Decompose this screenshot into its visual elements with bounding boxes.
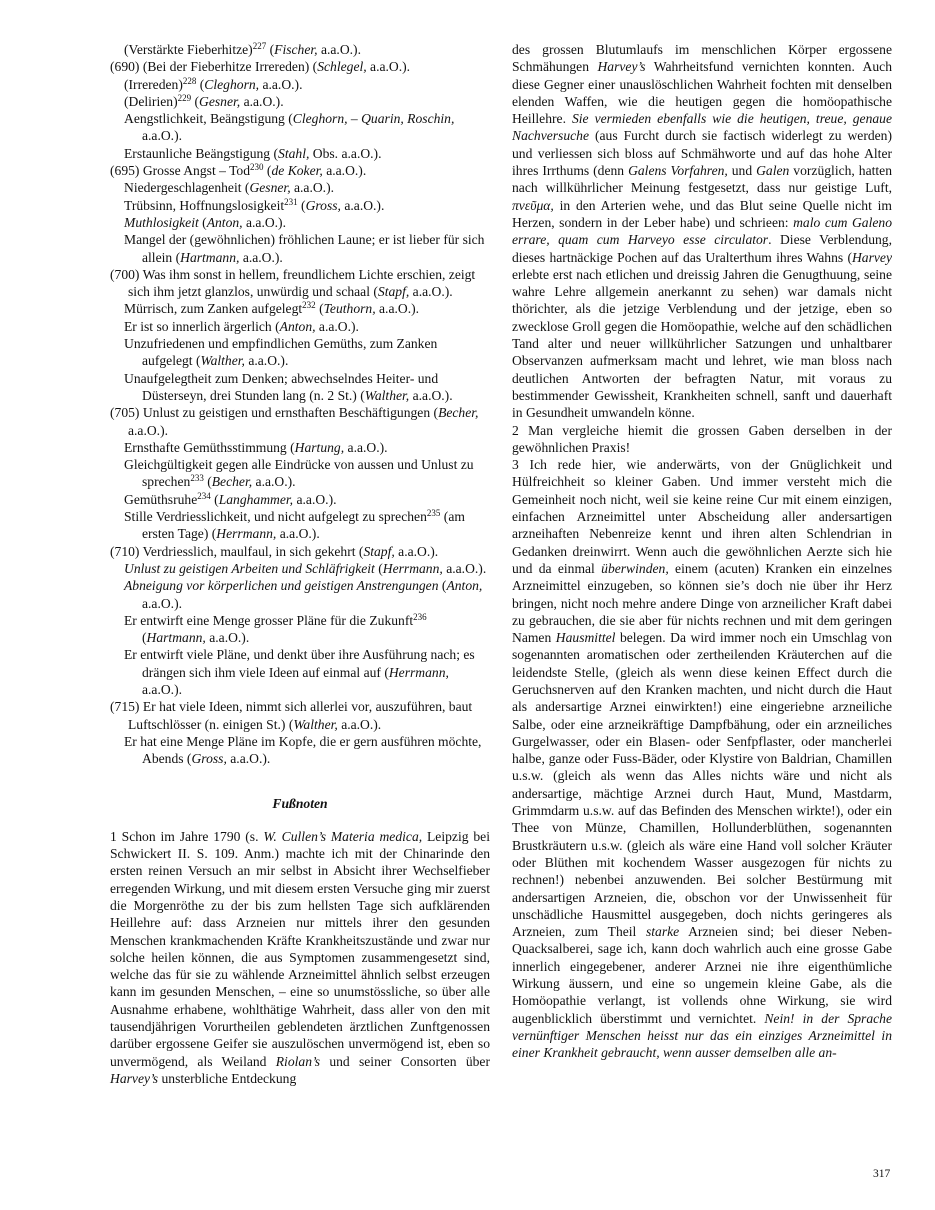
symptom-entry: (Irrereden)$^{228}$ (Cleghorn, a.a.O.). [124,75,303,92]
numbered-symptom-entry: (695) Grosse Angst – Tod$^{230}$ (de Koker, a.a.O.). [110,162,367,179]
symptom-entry: Unaufgelegtheit zum Denken; abwechselndes Heiter- und Düsterseyn, drei Stunden lang (n. 2 St.) (Walther, a.a.O.). [124,370,453,403]
numbered-symptom-entry: (700) Was ihm sonst in hellem, freundlichem Lichte erschien, zeigt sich ihm jetzt glanzlos, unwürdig und schaal (Stapf, a.a.O.). [110,266,476,300]
numbered-symptom-entry: (705) Unlust zu geistigen und ernsthaften Beschäftigungen (Becher, a.a.O.). [110,405,479,438]
left-column [110,41,490,1087]
footnotes-heading: Fußnoten [272,796,328,812]
symptom-entry: Unzufriedenen und empfindlichen Gemüths, zum Zanken aufgelegt (Walther, a.a.O.). [124,336,438,369]
numbered-symptom-entry: (715) Er hat viele Ideen, nimmt sich allerlei vor, auszuführen, baut Luftschlösser (n. einigen St.) (Walther, a.a.O.). [110,699,473,732]
footnote-1: 1 Schon im Jahre 1790 (s. W. Cullen’s Materia medica, Leipzig bei Schwickert II. S. 109. Anm.) machte ich mit der Chinarinde den ersten reinen Versuch an mir selbst in Absicht ihrer Wechselfieber erregenden Wirkung, und mit diesem ersten Versuche ging mir zuerst die Morgenröthe zu der bis zum hellsten Tage sich aufklärenden Heillehre auf: dass Arzneien nur mittels ihrer den gesunden Menschen krankmachenden Kräfte Krankheitszustände und zwar nur solche heilen können, die aus Symptomen zusammengesetzt sind, welche das für sie zu wählende Arzneimittel ähnlich selbst erzeugen kann im gesunden Menschen, – eine so unumstössliche, so über alle Ausnahme erhabene, wohlthätige Wahrheit, dass aller von den mit tausendjährigen Vorurtheilen geblendeten ärztlichen Zunftgenossen darüber ergossene Geifer sie auszulöschen unvermögend ist, eben so unvermögend, als Weiland Riolan’s und seiner Consorten über Harvey’s unsterbliche Entdeckung [110,828,490,1086]
symptom-entry: Niedergeschlagenheit (Gesner, a.a.O.). [124,180,334,196]
symptom-entry: Er entwirft viele Pläne, und denkt über ihre Ausführung nach; es drängen sich ihm viele Ideen auf einmal auf (Herrmann, a.a.O.). [124,647,475,697]
symptom-entry: Gleichgültigkeit gegen alle Eindrücke von aussen und Unlust zu sprechen$^{233}$ (Becher, a.a.O.). [124,457,474,490]
symptom-entry: Trübsinn, Hoffnungslosigkeit$^{231}$ (Gross, a.a.O.). [124,196,385,213]
symptom-entry: Er entwirft eine Menge grosser Pläne für die Zukunft$^{236}$ (Hartmann, a.a.O.). [124,611,427,646]
symptom-entry: Unlust zu geistigen Arbeiten und Schläfrigkeit (Herrmann, a.a.O.). [124,560,487,576]
symptom-entry: Mangel der (gewöhnlichen) fröhlichen Laune; er ist lieber für sich allein (Hartmann, a.a.O.). [124,232,485,265]
symptom-entry: Abneigung vor körperlichen und geistigen Anstrengungen (Anton, a.a.O.). [124,578,483,611]
symptom-entry: Aengstlichkeit, Beängstigung (Cleghorn, – Quarin, Roschin, a.a.O.). [124,111,455,144]
symptom-entry: Ernsthafte Gemüthsstimmung (Hartung, a.a.O.). [124,439,388,455]
footnote-continuation [512,41,892,1062]
symptom-entry: (Delirien)$^{229}$ (Gesner, a.a.O.). [124,92,284,109]
symptom-entry: (Verstärkte Fieberhitze)$^{227}$ (Fischer, a.a.O.). [124,41,361,57]
footnote-1-continuation: des grossen Blutumlaufs im menschlichen Körper ergossene Schmähungen Harvey’s Wahrheitsfund vernichten konnten. Auch diese Gegner einer unauslöschlichen Wahrheit fochten mit denselben elenden Waffen, wie die heutigen gegen die homöopathische Heillehre. Sie vermieden ebenfalls wie die heutigen, treue, genaue Nachversuche (aus Furcht durch sie factisch widerlegt zu werden) und verliessen sich bloss auf Schmähworte und auf das hohe Alter ihres Irrthums (denn Galens Vorfahren, und Galen vorzüglich, hatten nach willkührlicher Meinung festgesetzt, dass nur geistige Luft, πνεῦμα, in den Arterien wehe, und das Blut seine Quelle nicht im Herzen, sondern in der Leber habe) und schrieen: malo cum Galeno errare, quam cum Harveyo esse circulator. Diese Verblendung, dieses hartnäckige Pochen auf das Uralterthum ihres Wahns (Harvey erlebte erst nach etlichen und dreissig Jahren die Genugthuung, seine wahre Lehre allgemein anerkannt zu sehen) war damals nicht thörichter, als die jetzige Verblendung und der jetzige, eben so zwecklose Groll gegen die Homöopathie, welche auf den schädlichen Tand alter und neuer willkührlicher Satzungen und unhaltbarer Observanzen aufmerksam macht und lehret, wie man bloss nach deutlichen Antworten der befragten Natur, mit voraus zu bestimmender Gewissheit, Krankheiten schnell, sanft und dauerhaft in Gesundheit umwandeln könne. [512,42,893,421]
symptom-list [110,41,490,767]
symptom-entry: Er ist so innerlich ärgerlich (Anton, a.a.O.). [124,318,359,334]
symptom-entry: Mürrisch, zum Zanken aufgelegt$^{232}$ (Teuthorn, a.a.O.). [124,300,420,317]
right-column [512,41,892,1062]
numbered-symptom-entry: (690) (Bei der Fieberhitze Irrereden) (Schlegel, a.a.O.). [110,59,411,75]
numbered-symptom-entry: (710) Verdriesslich, maulfaul, in sich gekehrt (Stapf, a.a.O.). [110,543,439,559]
footnote-3: 3 Ich rede hier, wie anderwärts, von der Gnüglichkeit und Hülfreichheit so kleiner Gaben. Und immer versteht mich die Gemeinheit noch nicht, weil sie keine reine Cur mit einem einzigen, einfachen Arzneimittel unter Abscheidung aller andersartigen arzneihaften Nebenreize kennt und ihren alten Schlendrian in Gedanken dreinwirrt. Wenn auch die gewöhnlichen Aerzte sich hie und da einmal überwinden, einem (acuten) Kranken ein einzelnes Arzneimittel einzugeben, so können sie’s doch nie über ihr Herz bringen, nicht noch mehre andere Dinge von arzneilicher Kraft dabei zu gebrauchen, die sie aber für nichts rechnen und mit dem geringen Namen Hausmittel belegen. Da wird immer noch ein Umschlag von sogenannten aromatischen oder zertheilenden Kräuterchen auf die leidendste Stelle, (gleich als wenn diese keinen Effect durch die Geruchsnerven auf den Kranken machten, und nicht durch die Haut als andersartige Arznei einwirkten!) eine eingeriebne arzneiliche Salbe, oder eine arzneikräftige Dampfbähung, oder ein arzneiliches Gurgelwasser, oder ein Blasen- oder Senfpflaster, oder mancherlei halbe, ganze oder Fuss-Bäder, oder Klystire von Baldrian, Chamillen u.s.w. (gleich als wenn das Alles nichts wäre und nicht als andersartige, mächtige Arznei durch Haut, Mund, Mastdarm, Grimmdarm u.s.w. auf das Befinden des Menschen wirkte!), oder ein Thee von Münze, Chamillen, Hollunderblüthen, sogenannten Brustkräutern u.s.w. (gleich als wäre eine Hand voll solcher Kräuter oder Blüthen mit kochendem Wasser ausgezogen für nichts zu rechnen!) nebenbei anzuwenden. Bei solcher Bestürmung mit andersartigen Arzneien, die, obschon vor der Unwissenheit für unschädliche Hausmittel ausgegeben, doch nichts geringeres als Arzneien, zum Theil starke Arzneien sind; bei dieser Neben-Quacksalberei, sage ich, kann doch wahrlich auch eine grosse Gabe innerlich eingegebener, anderer Arznei nie ihre eigenthümliche Wirkung äussern, und eine so ungemein kleine Gabe, als die Homöopathie verlangt, ist vollends ohne Wirkung, sie wird augenblicklich überstimmt und vernichtet. Nein! in der Sprache vernünftiger Menschen heisst nur das ein einziges Arzneimittel in einer Krankheit gebraucht, wenn ausser demselben alle an- [512,457,893,1061]
symptom-entry: Muthlosigkeit (Anton, a.a.O.). [124,214,286,230]
symptom-entry: Gemüthsruhe$^{234}$ (Langhammer, a.a.O.). [124,490,337,507]
symptom-entry: Stille Verdriesslichkeit, und nicht aufgelegt zu sprechen$^{235}$ (am ersten Tage) (Herrmann, a.a.O.). [124,508,465,542]
symptom-entry: Er hat eine Menge Pläne im Kopfe, die er gern ausführen möchte, Abends (Gross, a.a.O.). [124,733,482,767]
page-number: 317 [873,1168,891,1180]
symptom-entry: Erstaunliche Beängstigung (Stahl, Obs. a.a.O.). [124,145,382,161]
footnote-2: 2 Man vergleiche hiemit die grossen Gaben derselben in der gewöhnlichen Praxis! [512,422,892,455]
